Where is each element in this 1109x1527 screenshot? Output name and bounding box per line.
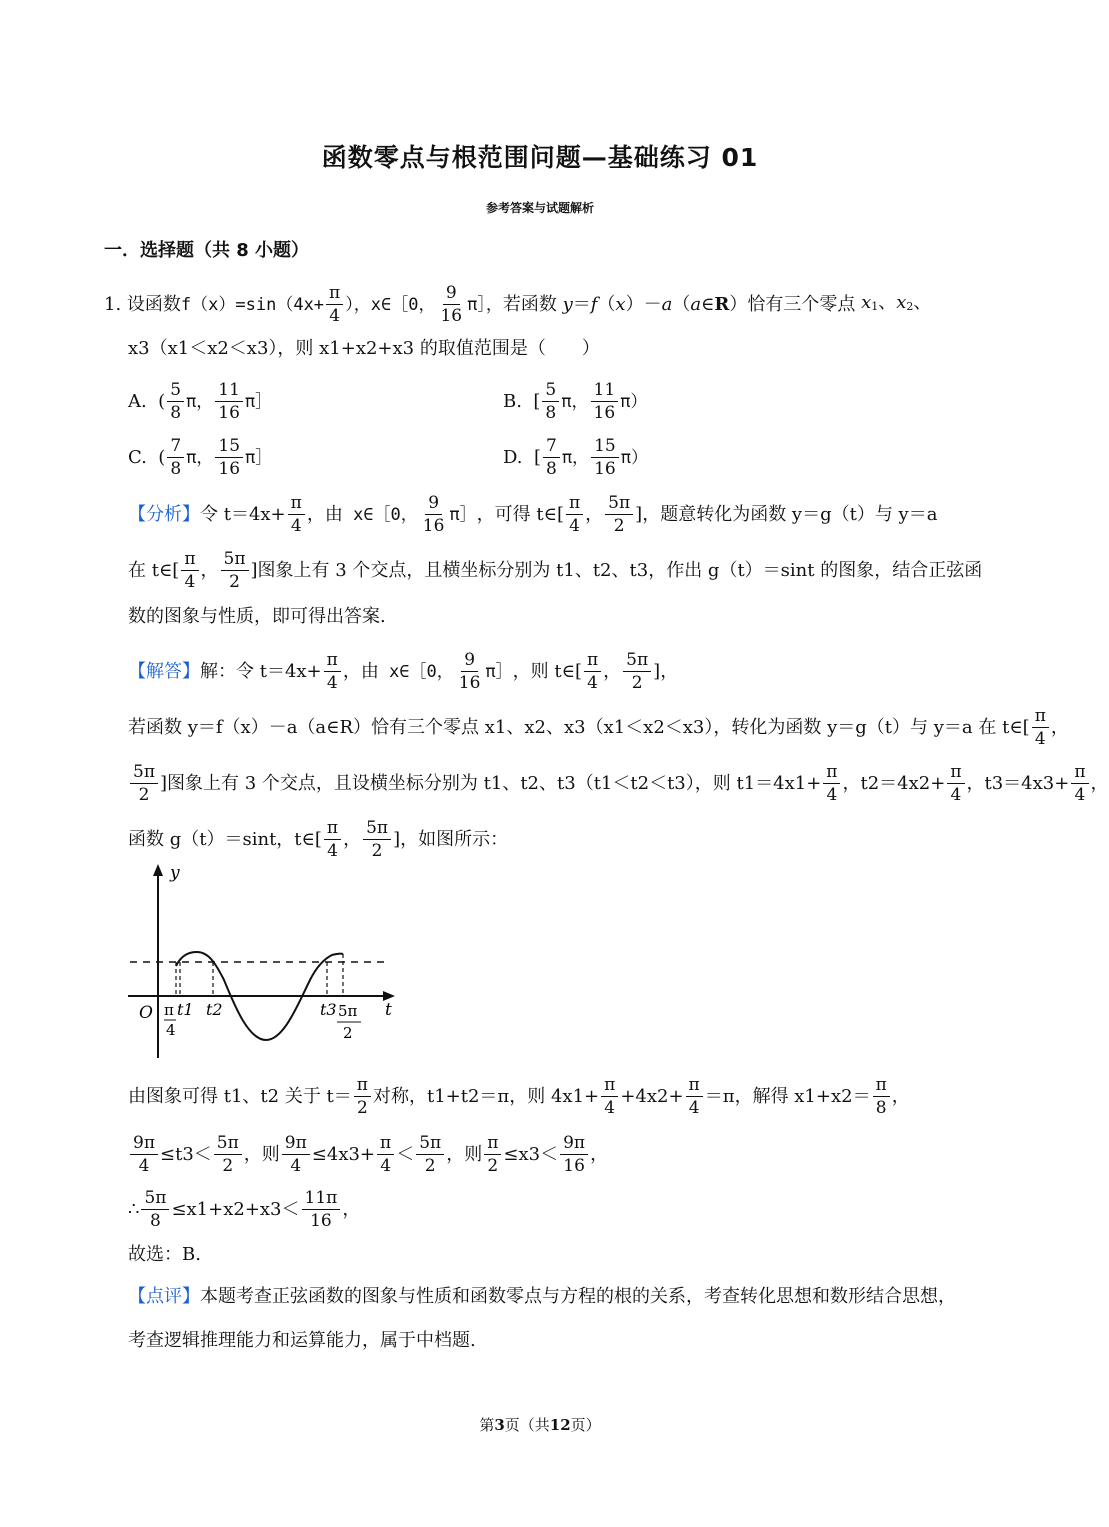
solution-line4: 函数 g（t）＝sint，t∈[ $\frac{\pi}{4}$ ， $\frac{5\pi}{2}$ ]，如图所示： — [128, 818, 509, 861]
question-stem-line1: 1. 设函数 f（x）=sin（4x+ $\frac{\pi}{4}$ ），x∈［0， $\frac{9}{16}$ π］， 若函数 y＝f（x）－a（a∈R） 恰有三个零点 $x_1$、$x_2$、 — [104, 283, 932, 326]
option-c[interactable]: C. ( $\frac{7}{8}$ π， $\frac{15}{16}$ π］ — [128, 436, 273, 479]
review-tag: 【点评】 — [128, 1286, 200, 1307]
question-number: 1. — [104, 293, 122, 315]
analysis-line1: 【分析】 令 t＝4x+ $\frac{\pi}{4}$ ，由 x∈［0， $\frac{9}{16}$ π］ ，可得 t∈[ $\frac{\pi}{4}$ ， $\frac{5\pi}{2}$ ]，题意转化为函数 y＝g（t）与 y＝a — [128, 493, 938, 536]
page-subtitle: 参考答案与试题解析 — [485, 201, 594, 215]
analysis-line2: 在 t∈[ $\frac{\pi}{4}$ ， $\frac{5\pi}{2}$ ]图象上有 3 个交点，且横坐标分别为 t1、t2、t3，作出 g（t）＝sint 的图象，结合正弦函 — [128, 549, 983, 592]
label-pi4-den: 4 — [166, 1021, 176, 1039]
stem-mid: 若函数 — [502, 293, 557, 315]
solution-line6: $\frac{9\pi}{4}$ ≤t3＜ $\frac{5\pi}{2}$ ，则 $\frac{9\pi}{4}$ ≤4x3+ $\frac{\pi}{4}$ ＜ $\frac{5\pi}{2}$ ，则 $\frac{\pi}{2}$ ≤x3＜ $\frac{9\pi}{16}$ ， — [128, 1133, 608, 1176]
review-line1: 【点评】 本题考查正弦函数的图象与性质和函数零点与方程的根的关系，考查转化思想和数形结合思想， — [128, 1282, 956, 1312]
solution-line5: 由图象可得 t1、t2 关于 t＝ $\frac{\pi}{2}$ 对称，t1+t2＝π，则 4x1+ $\frac{\pi}{4}$ +4x2+ $\frac{\pi}{4}$ ＝π，解得 x1+x2＝ $\frac{\pi}{8}$ ， — [128, 1075, 910, 1118]
section-heading: 一．选择题（共 8 小题） — [104, 240, 310, 261]
question-stem-line2: x3（x1＜x2＜x3），则 x1+x2+x3 的取值范围是（ ） — [128, 338, 600, 359]
y-axis-label: y — [170, 863, 180, 883]
stem-rest: 恰有三个零点 — [747, 293, 856, 315]
label-5pi2-num: 5π — [338, 1002, 358, 1020]
current-page: 3 — [494, 1416, 505, 1434]
analysis-tag: 【分析】 — [128, 503, 200, 525]
total-pages: 12 — [549, 1416, 571, 1434]
solution-tag: 【解答】 — [128, 660, 200, 682]
option-a[interactable]: A. ( $\frac{5}{8}$ π， $\frac{11}{16}$ π］ — [128, 380, 273, 423]
page-footer: 第3页（共12页） — [479, 1416, 601, 1434]
review-line2: 考查逻辑推理能力和运算能力，属于中档题. — [128, 1330, 476, 1351]
stem-prefix: 设函数 — [126, 293, 181, 315]
sine-graph-figure — [120, 858, 410, 1066]
page-title: 函数零点与根范围问题—基础练习 01 — [321, 143, 759, 172]
label-t2: t2 — [206, 1000, 223, 1019]
solution-line7: ∴ $\frac{5\pi}{8}$ ≤x1+x2+x3＜ $\frac{11\pi}{16}$ ， — [128, 1188, 361, 1231]
answer-line: 故选：B. — [128, 1244, 201, 1265]
option-b[interactable]: B. [ $\frac{5}{8}$ π， $\frac{11}{16}$ π） — [503, 380, 648, 423]
label-t1: t1 — [177, 1000, 194, 1019]
analysis-line3: 数的图象与性质，即可得出答案. — [128, 606, 386, 627]
t-axis-label: t — [385, 1000, 392, 1020]
origin-label: O — [139, 1003, 153, 1023]
option-d[interactable]: D. [ $\frac{7}{8}$ π， $\frac{15}{16}$ π） — [503, 436, 648, 479]
solution-line3: $\frac{5\pi}{2}$ ]图象上有 3 个交点，且设横坐标分别为 t1、t2、t3（t1＜t2＜t3），则 t1＝4x1+ $\frac{\pi}{4}$ ，t2＝4x2+ $\frac{\pi}{4}$ ，t3＝4x3+ $\frac{\pi}{4}$ ， — [128, 762, 1109, 805]
solution-line2: 若函数 y＝f（x）－a（a∈R）恰有三个零点 x1、x2、x3（x1＜x2＜x3），转化为函数 y＝g（t）与 y＝a 在 t∈[ $\frac{\pi}{4}$ ， — [128, 706, 1069, 749]
solution-line1: 【解答】 解：令 t＝4x+ $\frac{\pi}{4}$ ，由 x∈［0， $\frac{9}{16}$ π］ ，则 t∈[ $\frac{\pi}{4}$ ， $\frac{5\pi}{2}$ ]， — [128, 650, 679, 693]
label-t3: t3 — [320, 1000, 337, 1019]
stem-func: f（x）=sin（4x+ — [180, 294, 325, 315]
label-5pi2-den: 2 — [343, 1024, 353, 1042]
label-pi4-num: π — [164, 1001, 174, 1019]
y-axis-arrow — [153, 864, 163, 876]
